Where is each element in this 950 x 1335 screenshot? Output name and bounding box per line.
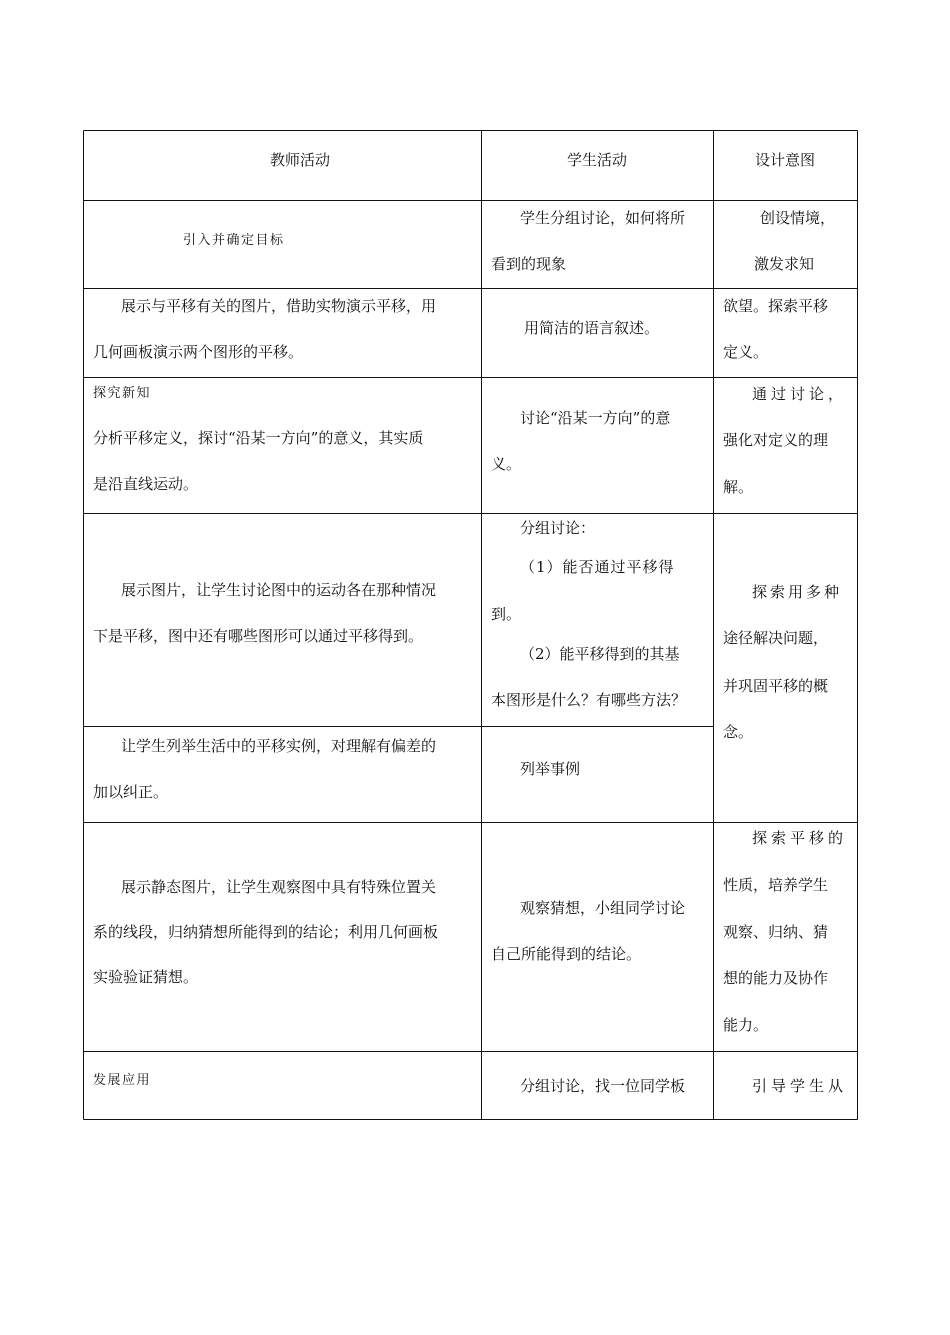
student-cell-text: 学生分组讨论，如何将所 (520, 209, 686, 227)
section-label: 探究新知 (93, 386, 152, 401)
teacher-cell-text: 展示图片，让学生讨论图中的运动各在那种情况 (121, 581, 437, 599)
intent-cell-text: 并巩固平移的概 (723, 677, 829, 695)
teacher-cell-text: 是沿直线运动。 (93, 475, 199, 493)
student-cell-text: （2）能平移得到的其基 (520, 645, 680, 663)
intent-cell-text: 观察、归纳、猜 (723, 923, 829, 941)
teacher-cell-text: 加以纠正。 (93, 783, 169, 801)
teacher-cell-text: 下是平移，图中还有哪些图形可以通过平移得到。 (93, 627, 424, 645)
teacher-cell-text: 分析平移定义，探讨“沿某一方向”的意义，其实质 (93, 429, 424, 447)
teacher-cell-text: 让学生列举生活中的平移实例，对理解有偏差的 (121, 737, 437, 755)
student-cell-text: 观察猜想，小组同学讨论 (520, 899, 686, 917)
intent-cell-text: 定义。 (723, 343, 769, 361)
teacher-cell-text: 展示与平移有关的图片，借助实物演示平移，用 (121, 297, 437, 315)
intent-cell-text: 解。 (723, 478, 754, 496)
intent-cell-text: 探索平移的 (752, 829, 848, 847)
student-cell-text: 自己所能得到的结论。 (491, 945, 642, 963)
intent-cell-text: 想的能力及协作 (723, 969, 829, 987)
intent-cell-text: 欲望。探索平移 (723, 297, 829, 315)
student-cell-text: （1）能否通过平移得 (520, 558, 675, 576)
teacher-cell-text: 几何画板演示两个图形的平移。 (93, 343, 304, 361)
intent-cell-text: 激发求知 (754, 255, 815, 273)
teacher-cell-text: 实验验证猜想。 (93, 968, 199, 986)
header-teacher-activity: 教师活动 (270, 151, 331, 169)
teacher-cell-text: 引入并确定目标 (183, 233, 285, 248)
intent-cell-text: 性质，培养学生 (723, 876, 829, 894)
intent-cell-text: 探索用多种 (752, 583, 843, 601)
student-cell-text: 看到的现象 (491, 255, 567, 273)
intent-cell-text: 引导学生从 (752, 1077, 848, 1095)
student-cell-text: 本图形是什么？有哪些方法？ (491, 691, 687, 709)
student-cell-text: 分组讨论，找一位同学板 (520, 1077, 686, 1095)
header-student-activity: 学生活动 (567, 151, 628, 169)
teacher-cell-text: 系的线段，归纳猜想所能得到的结论；利用几何画板 (93, 923, 439, 941)
student-cell-text: 列举事例 (520, 760, 581, 778)
student-cell-text: 讨论“沿某一方向”的意 (520, 409, 671, 427)
student-cell-text: 用简洁的语言叙述。 (524, 319, 660, 337)
teacher-cell-text: 展示静态图片，让学生观察图中具有特殊位置关 (121, 878, 437, 896)
intent-cell-text: 途径解决问题， (723, 629, 829, 647)
intent-cell-text: 念。 (723, 723, 754, 741)
student-cell-text: 分组讨论： (520, 519, 596, 537)
intent-cell-text: 创设情境， (760, 209, 836, 227)
student-cell-text: 义。 (491, 455, 522, 473)
intent-cell-text: 能力。 (723, 1016, 769, 1034)
header-design-intent: 设计意图 (755, 151, 816, 169)
student-cell-text: 到。 (491, 605, 522, 623)
section-label: 发展应用 (93, 1073, 152, 1088)
intent-cell-text: 通过讨论， (752, 385, 848, 403)
intent-cell-text: 强化对定义的理 (723, 431, 829, 449)
